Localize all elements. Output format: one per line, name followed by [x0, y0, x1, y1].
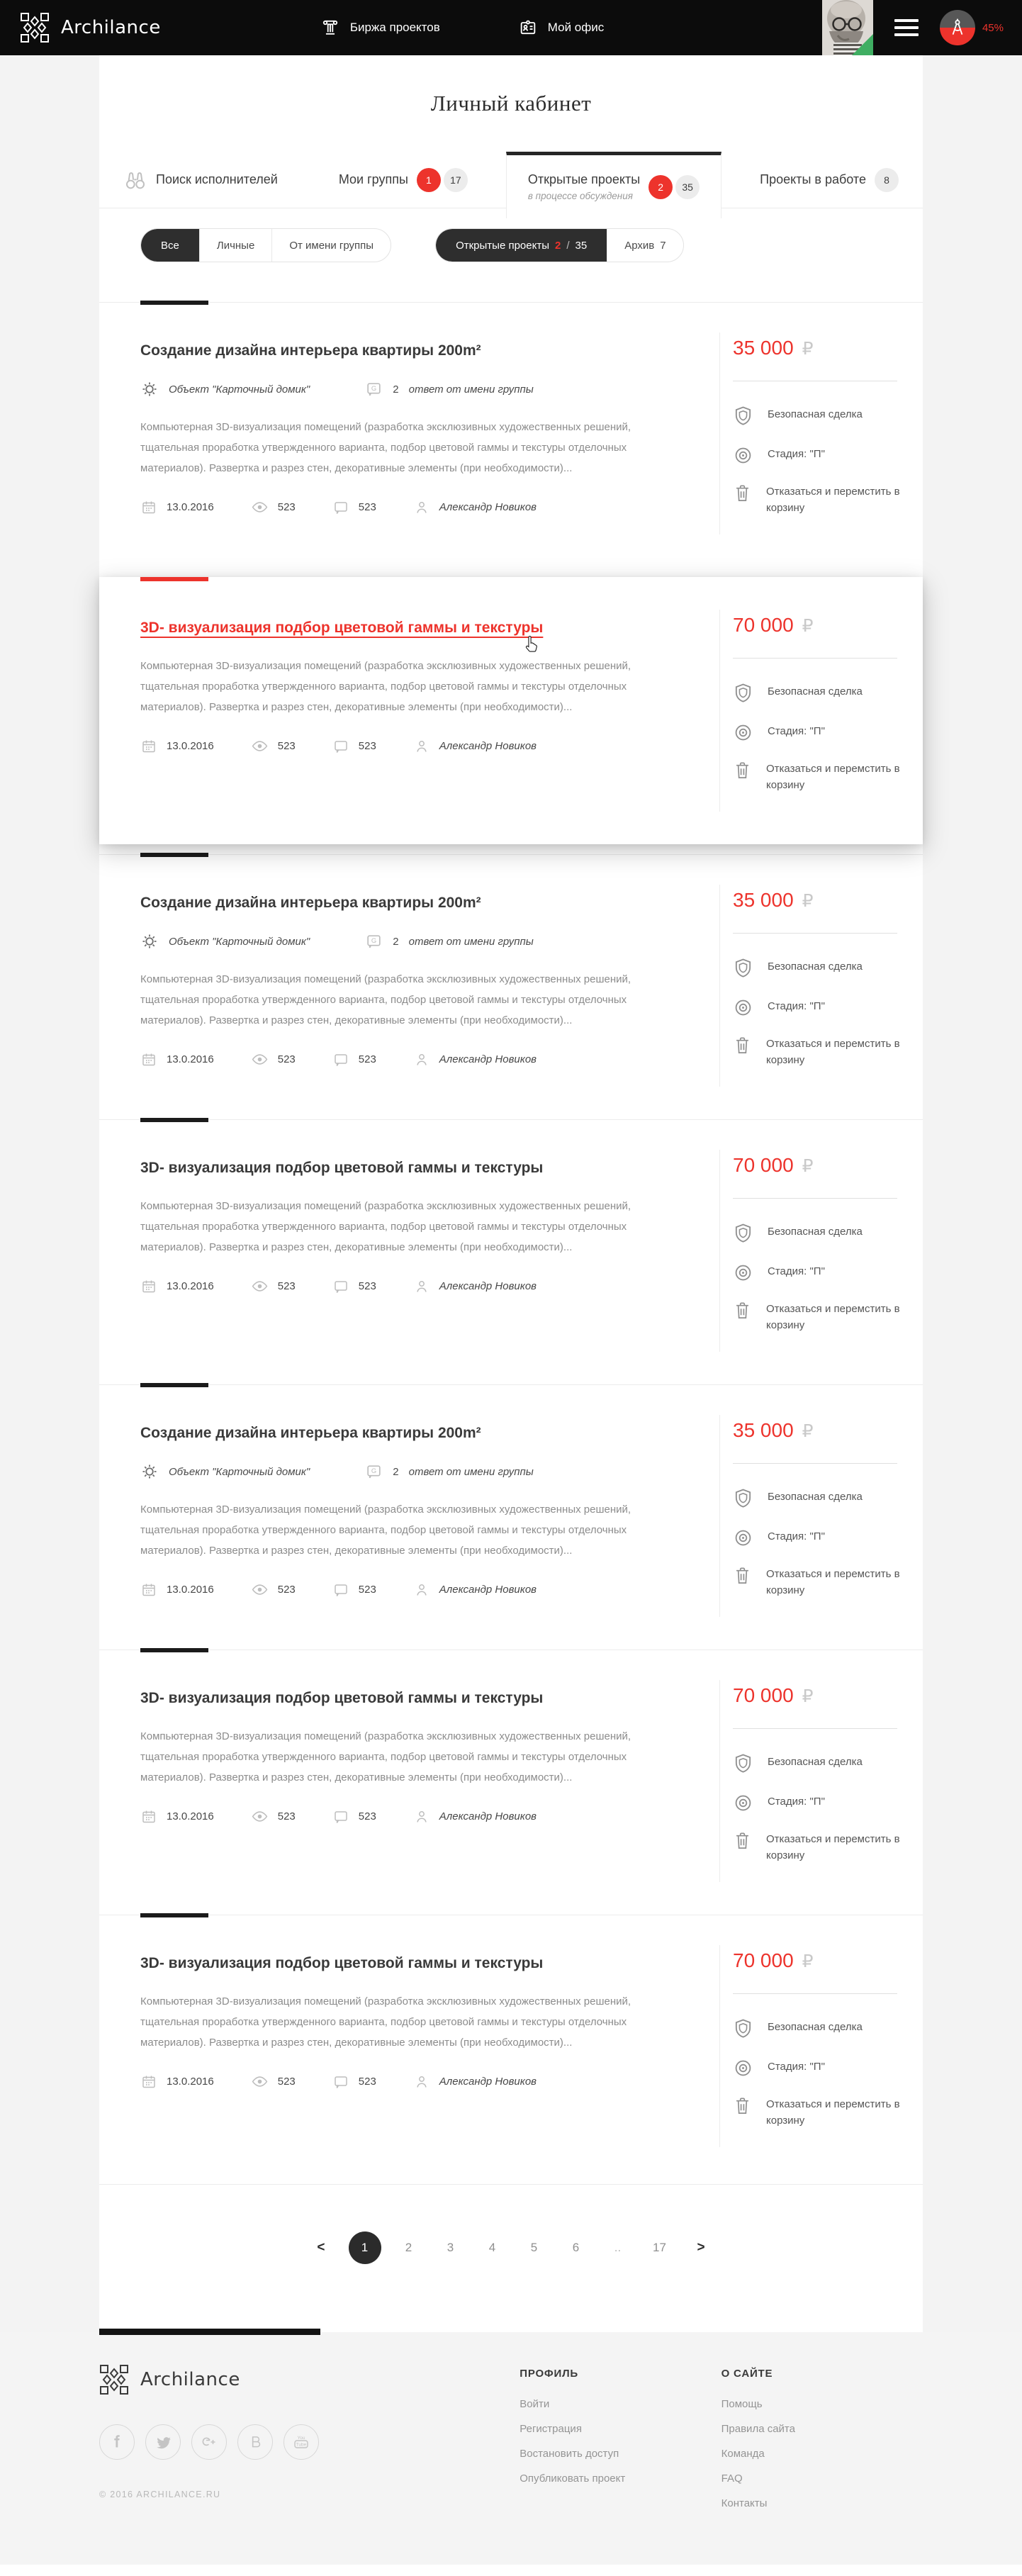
object-meta[interactable]: Объект "Карточный домик": [140, 1462, 310, 1481]
project-description: Компьютерная 3D-визуализация помещений (разработка эксклюзивных художественных решений, тщательная проработка утвержденного варианта, подбор цветовой гаммы и текстуры отделочных материалов). Развертка и разрез стен, декоративные элементы (при необходимости)...: [140, 973, 631, 1027]
pagination-prev[interactable]: <: [307, 2240, 335, 2256]
gear-icon: [140, 932, 159, 951]
object-meta[interactable]: Объект "Карточный домик": [140, 932, 310, 951]
footer-link[interactable]: Регистрация: [520, 2423, 582, 2435]
calendar-icon: [140, 1278, 157, 1295]
binoculars-icon: [123, 169, 147, 191]
pagination-page-4[interactable]: 4: [478, 2231, 507, 2264]
ownership-filter: [140, 228, 391, 262]
views-meta: 523: [251, 1277, 296, 1295]
trash-icon: [733, 1830, 752, 1852]
shield-icon: [733, 1753, 753, 1776]
project-card: [99, 854, 923, 1119]
person-icon: [413, 738, 430, 755]
footer-link[interactable]: Опубликовать проект: [520, 2473, 626, 2485]
stage-label: Стадия: "П": [733, 1794, 923, 1813]
footer-brand-logo[interactable]: [99, 2363, 520, 2396]
card-meta-row: [140, 380, 691, 398]
comments-meta: 523: [332, 499, 376, 516]
comments-meta: 523: [332, 1581, 376, 1598]
card-top-dash: [140, 301, 208, 305]
target-icon: [733, 445, 753, 466]
card-side-panel: [719, 610, 923, 812]
pagination-pages: [349, 2231, 674, 2264]
footer-link[interactable]: Контакты: [721, 2497, 768, 2509]
project-description: Компьютерная 3D-визуализация помещений (разработка эксклюзивных художественных решений, тщательная проработка утвержденного варианта, подбор цветовой гаммы и текстуры отделочных материалов). Развертка и разрез стен, декоративные элементы (при необходимости)...: [140, 1200, 631, 1254]
footer-column-about: [721, 2363, 923, 2522]
project-title: 3D- визуализация подбор цветовой гаммы и текстуры: [140, 618, 691, 637]
project-title: Создание дизайна интерьера квартиры 200m²: [140, 1425, 481, 1441]
shield-icon: [733, 1223, 753, 1245]
footer-link[interactable]: Помощь: [721, 2398, 763, 2410]
tab-in-progress-count-badge: 8: [875, 168, 899, 192]
safe-deal-label: Безопасная сделка: [733, 959, 923, 980]
card-top-dash: [140, 1383, 208, 1387]
comments-meta: 523: [332, 1051, 376, 1068]
project-description: Компьютерная 3D-визуализация помещений (разработка эксклюзивных художественных решений, тщательная проработка утвержденного варианта, подбор цветовой гаммы и текстуры отделочных материалов). Развертка и разрез стен, декоративные элементы (при необходимости)...: [140, 1503, 631, 1557]
container-end-bar: [99, 2329, 320, 2335]
comment-icon: [332, 738, 349, 755]
project-card: [99, 577, 923, 844]
card-top-dash: [140, 1913, 208, 1917]
target-icon: [733, 2058, 753, 2078]
vk-icon[interactable]: [237, 2424, 273, 2460]
profile-progress-badge[interactable]: [940, 10, 975, 45]
ruble-sign: ₽: [802, 1155, 814, 1176]
safe-deal-label: Безопасная сделка: [733, 1489, 923, 1511]
compass-icon: [948, 18, 967, 38]
group-reply-icon: [365, 1463, 383, 1481]
twitter-icon[interactable]: [145, 2424, 181, 2460]
project-card: [99, 1119, 923, 1384]
tab-bar: [99, 152, 923, 208]
footer-link[interactable]: FAQ: [721, 2473, 743, 2485]
footer: [0, 2332, 1022, 2565]
ruble-sign: ₽: [802, 338, 814, 359]
author-meta[interactable]: Александр Новиков: [413, 1278, 537, 1295]
profile-completion: 45%: [982, 21, 1004, 34]
nav-item-market[interactable]: Биржа проектов: [320, 18, 440, 38]
pagination-page-3[interactable]: 3: [437, 2231, 465, 2264]
filter-all[interactable]: Все: [141, 229, 199, 262]
pagination-next[interactable]: >: [687, 2240, 715, 2256]
side-divider: [733, 658, 897, 659]
project-card: [99, 1650, 923, 1915]
trash-icon: [733, 1300, 752, 1321]
stage-label: Стадия: "П": [733, 724, 923, 743]
person-icon: [413, 1051, 430, 1068]
calendar-icon: [140, 1808, 157, 1825]
date-meta: 13.0.2016: [140, 738, 214, 755]
discard-action[interactable]: Отказаться и перемстить в корзину: [733, 1036, 923, 1068]
eye-icon: [251, 498, 269, 516]
project-card: [99, 1915, 923, 2180]
group-replies-meta[interactable]: G 2 ответ от имени группы: [365, 381, 534, 398]
person-icon: [413, 499, 430, 516]
project-title: 3D- визуализация подбор цветовой гаммы и текстуры: [140, 1955, 544, 1971]
project-price: 70 000 ₽: [733, 1949, 814, 1971]
person-icon: [413, 1808, 430, 1825]
views-meta: 523: [251, 1051, 296, 1068]
project-price: 70 000 ₽: [733, 1684, 814, 1706]
discard-action[interactable]: Отказаться и перемстить в корзину: [733, 2097, 923, 2129]
side-divider: [733, 1728, 897, 1729]
person-icon: [413, 1278, 430, 1295]
pagination-page-17[interactable]: 17: [646, 2231, 674, 2264]
date-meta: 13.0.2016: [140, 1051, 214, 1068]
eye-icon: [251, 1581, 269, 1598]
shield-icon: [733, 2018, 753, 2041]
svg-text:G: G: [371, 384, 377, 392]
date-meta: 13.0.2016: [140, 2073, 214, 2090]
shield-icon: [733, 1488, 753, 1511]
card-top-dash: [140, 853, 208, 857]
footer-link[interactable]: Команда: [721, 2448, 765, 2460]
stage-label: Стадия: "П": [733, 1529, 923, 1548]
header: [0, 0, 1022, 55]
facebook-icon[interactable]: [99, 2424, 135, 2460]
pagination-ellipsis: ..: [604, 2231, 632, 2264]
menu-icon[interactable]: [894, 19, 919, 36]
comments-meta: 523: [332, 738, 376, 755]
svg-text:G: G: [371, 936, 377, 944]
copyright: © 2016 ARCHILANCE.RU: [99, 2490, 221, 2499]
date-meta: 13.0.2016: [140, 1808, 214, 1825]
card-side-panel: [719, 1680, 923, 1882]
comments-meta: 523: [332, 1808, 376, 1825]
stage-label: Стадия: "П": [733, 1264, 923, 1283]
card-top-dash: [140, 577, 208, 581]
views-meta: 523: [251, 498, 296, 516]
project-description: Компьютерная 3D-визуализация помещений (разработка эксклюзивных художественных решений, тщательная проработка утвержденного варианта, подбор цветовой гаммы и текстуры отделочных материалов). Развертка и разрез стен, декоративные элементы (при необходимости)...: [140, 1995, 631, 2049]
card-side-panel: [719, 1945, 923, 2147]
target-icon: [733, 1262, 753, 1283]
project-card: [99, 302, 923, 567]
safe-deal-label: Безопасная сделка: [733, 1224, 923, 1245]
tab-open-projects-count-badge: 35: [675, 175, 700, 199]
card-meta-row: [140, 932, 691, 951]
comment-icon: [332, 1581, 349, 1598]
calendar-icon: [140, 1051, 157, 1068]
svg-text:G: G: [371, 1467, 377, 1474]
card-meta-row: [140, 1462, 691, 1481]
trash-icon: [733, 2095, 752, 2117]
pagination: [99, 2184, 923, 2332]
ruble-sign: ₽: [802, 1951, 814, 1971]
comment-icon: [332, 1808, 349, 1825]
discard-action[interactable]: Отказаться и перемстить в корзину: [733, 1832, 923, 1864]
top-navigation: [320, 18, 604, 38]
tab-projects-in-progress[interactable]: Проекты в работе 8: [737, 152, 921, 208]
comments-meta: 523: [332, 1278, 376, 1295]
project-price: 35 000 ₽: [733, 1419, 814, 1441]
shield-icon: [733, 405, 753, 428]
author-meta[interactable]: Александр Новиков: [413, 1581, 537, 1598]
svg-text:You: You: [297, 2436, 305, 2441]
project-title: 3D- визуализация подбор цветовой гаммы и текстуры: [140, 1690, 544, 1706]
ruble-sign: ₽: [802, 1421, 814, 1441]
side-divider: [733, 1198, 897, 1199]
footer-link[interactable]: Правила сайта: [721, 2423, 795, 2435]
stage-label: Стадия: "П": [733, 2059, 923, 2078]
author-meta[interactable]: Александр Новиков: [413, 1051, 537, 1068]
comment-icon: [332, 2073, 349, 2090]
archilance-logo-icon: [99, 2363, 129, 2396]
archilance-logo-icon: [20, 11, 50, 44]
author-meta[interactable]: Александр Новиков: [413, 738, 537, 755]
footer-heading-profile: ПРОФИЛЬ: [520, 2368, 578, 2380]
target-icon: [733, 1793, 753, 1813]
side-divider: [733, 1463, 897, 1464]
project-description: Компьютерная 3D-визуализация помещений (разработка эксклюзивных художественных решений, тщательная проработка утвержденного варианта, подбор цветовой гаммы и текстуры отделочных материалов). Развертка и разрез стен, декоративные элементы (при необходимости)...: [140, 1730, 631, 1784]
filter-bar: [140, 228, 923, 271]
project-price: 70 000 ₽: [733, 614, 814, 636]
tab-my-groups-count-badge: 17: [444, 168, 468, 192]
discard-action[interactable]: Отказаться и перемстить в корзину: [733, 1567, 923, 1598]
cursor-pointer-icon: [523, 635, 540, 654]
safe-deal-label: Безопасная сделка: [733, 1754, 923, 1776]
person-icon: [413, 2073, 430, 2090]
tab-my-groups-new-badge: 1: [417, 168, 441, 192]
group-replies-meta[interactable]: G 2 ответ от имени группы: [365, 1463, 534, 1481]
footer-brand-name: Archilance: [140, 2369, 240, 2390]
eye-icon: [251, 737, 269, 755]
page-title: Личный кабинет: [430, 91, 592, 116]
brand-logo[interactable]: [20, 11, 161, 44]
comment-icon: [332, 499, 349, 516]
stage-label: Стадия: "П": [733, 999, 923, 1018]
shield-icon: [733, 958, 753, 980]
trash-icon: [733, 1035, 752, 1056]
date-meta: 13.0.2016: [140, 1581, 214, 1598]
filter-personal[interactable]: Личные: [199, 229, 271, 262]
trash-icon: [733, 1565, 752, 1586]
comments-meta: 523: [332, 2073, 376, 2090]
date-meta: 13.0.2016: [140, 1278, 214, 1295]
group-reply-icon: [365, 933, 383, 951]
safe-deal-label: Безопасная сделка: [733, 684, 923, 705]
trash-icon: [733, 483, 752, 504]
ruble-sign: ₽: [802, 890, 814, 911]
footer-link[interactable]: Востановить доступ: [520, 2448, 619, 2460]
pagination-page-2[interactable]: 2: [395, 2231, 423, 2264]
filter-open-projects[interactable]: Открытые проекты 2 / 35: [436, 229, 607, 262]
ruble-sign: ₽: [802, 1686, 814, 1706]
safe-deal-label: Безопасная сделка: [733, 407, 923, 428]
card-side-panel: [719, 885, 923, 1087]
side-divider: [733, 1993, 897, 1994]
target-icon: [733, 1528, 753, 1548]
comment-icon: [332, 1051, 349, 1068]
views-meta: 523: [251, 2073, 296, 2090]
main-container: [99, 55, 923, 2332]
user-avatar[interactable]: [822, 0, 873, 55]
project-price: 70 000 ₽: [733, 1154, 814, 1176]
author-meta[interactable]: Александр Новиков: [413, 1808, 537, 1825]
project-price: 35 000 ₽: [733, 337, 814, 359]
youtube-icon[interactable]: [283, 2424, 319, 2460]
eye-icon: [251, 1277, 269, 1295]
tab-open-projects-subtitle: в процессе обсуждения: [527, 191, 633, 201]
views-meta: 523: [251, 1581, 296, 1598]
gear-icon: [140, 1462, 159, 1481]
pagination-page-6[interactable]: 6: [562, 2231, 590, 2264]
card-side-panel: [719, 1150, 923, 1352]
side-divider: [733, 933, 897, 934]
object-meta[interactable]: Объект "Карточный домик": [140, 380, 310, 398]
eye-icon: [251, 1051, 269, 1068]
author-meta[interactable]: Александр Новиков: [413, 2073, 537, 2090]
discard-action[interactable]: Отказаться и перемстить в корзину: [733, 1301, 923, 1333]
brand-name: Archilance: [61, 17, 161, 38]
discard-action[interactable]: Отказаться и перемстить в корзину: [733, 484, 923, 516]
footer-link[interactable]: Войти: [520, 2398, 550, 2410]
stage-label: Стадия: "П": [733, 447, 923, 466]
group-reply-icon: [365, 381, 383, 398]
target-icon: [733, 722, 753, 743]
project-description: Компьютерная 3D-визуализация помещений (разработка эксклюзивных художественных решений, тщательная проработка утвержденного варианта, подбор цветовой гаммы и текстуры отделочных материалов). Развертка и разрез стен, декоративные элементы (при необходимости)...: [140, 421, 631, 475]
state-filter: [435, 228, 684, 262]
tab-open-projects[interactable]: Открытые проекты в процессе обсуждения 2 35: [506, 152, 721, 218]
card-top-dash: [140, 1648, 208, 1652]
pagination-page-5[interactable]: 5: [520, 2231, 549, 2264]
project-price: 35 000 ₽: [733, 889, 814, 911]
shield-icon: [733, 683, 753, 705]
tab-my-groups[interactable]: Мои группы 1 17: [316, 152, 490, 208]
footer-column-profile: [520, 2363, 721, 2522]
social-links: [99, 2424, 520, 2460]
pagination-page-1[interactable]: 1: [349, 2231, 381, 2264]
project-title: Создание дизайна интерьера квартиры 200m²: [140, 895, 481, 911]
safe-deal-label: Безопасная сделка: [733, 2020, 923, 2041]
gear-icon: [140, 380, 159, 398]
eye-icon: [251, 1808, 269, 1825]
footer-heading-about: О САЙТЕ: [721, 2368, 773, 2380]
views-meta: 523: [251, 737, 296, 755]
project-description: Компьютерная 3D-визуализация помещений (разработка эксклюзивных художественных решений, тщательная проработка утвержденного варианта, подбор цветовой гаммы и текстуры отделочных материалов). Развертка и разрез стен, декоративные элементы (при необходимости)...: [140, 660, 631, 714]
nav-item-office[interactable]: Мой офис: [518, 18, 604, 38]
eye-icon: [251, 2073, 269, 2090]
calendar-icon: [140, 499, 157, 516]
card-top-dash: [140, 1118, 208, 1122]
card-side-panel: [719, 332, 923, 534]
project-card: [99, 1384, 923, 1650]
group-replies-meta[interactable]: G 2 ответ от имени группы: [365, 933, 534, 951]
ruble-sign: ₽: [802, 615, 814, 636]
project-title: 3D- визуализация подбор цветовой гаммы и текстуры: [140, 1160, 544, 1176]
calendar-icon: [140, 738, 157, 755]
author-meta[interactable]: Александр Новиков: [413, 499, 537, 516]
views-meta: 523: [251, 1808, 296, 1825]
calendar-icon: [140, 2073, 157, 2090]
tab-search-performers[interactable]: Поиск исполнителей: [101, 152, 301, 208]
filter-archive[interactable]: Архив 7: [607, 229, 683, 262]
header-right: [822, 0, 1022, 55]
project-title: Создание дизайна интерьера квартиры 200m²: [140, 342, 481, 359]
calendar-icon: [140, 1581, 157, 1598]
card-side-panel: [719, 1415, 923, 1617]
badge-icon: [518, 18, 538, 38]
trash-icon: [733, 760, 752, 781]
column-icon: [320, 18, 340, 38]
svg-text:Tube: Tube: [296, 2442, 307, 2448]
tab-open-projects-new-badge: 2: [648, 175, 673, 199]
comment-icon: [332, 1278, 349, 1295]
project-list: [99, 302, 923, 2180]
date-meta: 13.0.2016: [140, 499, 214, 516]
target-icon: [733, 997, 753, 1018]
discard-action[interactable]: Отказаться и перемстить в корзину: [733, 761, 923, 793]
person-icon: [413, 1581, 430, 1598]
filter-on-behalf-of-group[interactable]: От имени группы: [271, 229, 391, 262]
page-bottom-strip: [0, 2565, 1022, 2576]
google-plus-icon[interactable]: [191, 2424, 227, 2460]
